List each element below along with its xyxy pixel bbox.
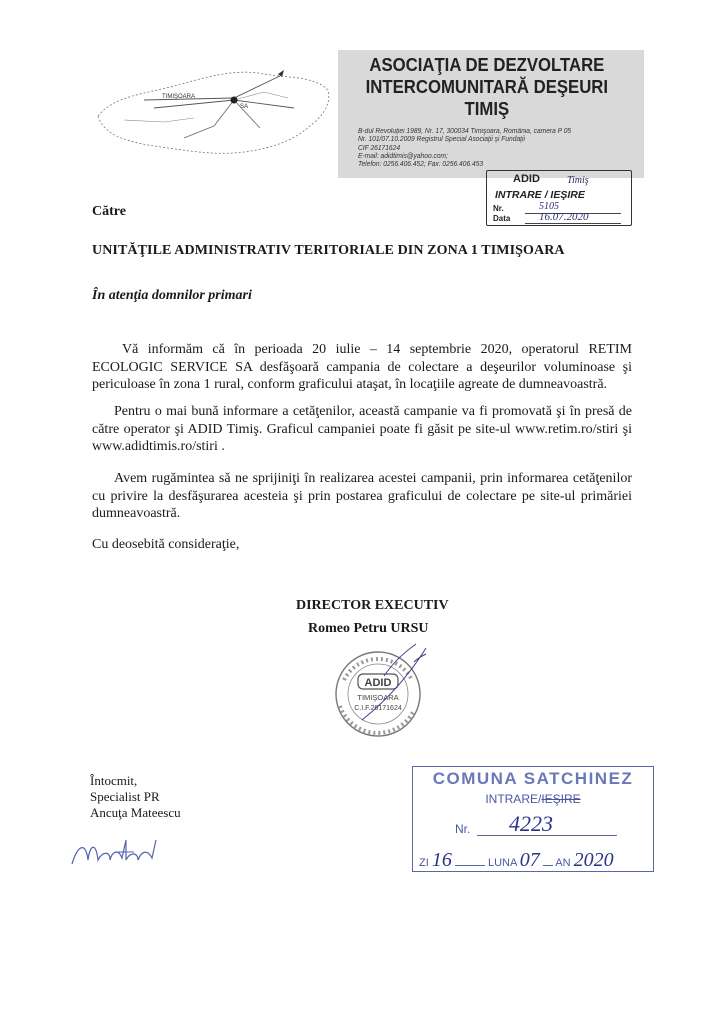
commune-an-value: 2020	[573, 849, 614, 871]
official-seal	[322, 640, 438, 744]
seal-center-text: ADID	[364, 677, 392, 689]
signatory-name: Romeo Petru URSU	[308, 621, 429, 636]
stamp-title-handwritten: Timiş	[567, 175, 589, 186]
registry-line: Nr. 101/07.10.2009 Registrul Special Asociaţii şi Fundaţii	[358, 136, 525, 144]
commune-direction	[413, 792, 653, 806]
commune-registration-stamp	[412, 766, 654, 872]
organization-name: ASOCIAŢIA DE DEZVOLTARE INTERCOMUNITARĂ DEŞEURI TIMIŞ	[365, 55, 609, 119]
prepared-by-role: Specialist PR	[90, 789, 160, 804]
paragraph-promotion: Pentru o mai bună informare a cetăţenilor, această campanie va fi promovată şi în presă de către operator şi ADID Timiş. Graficul campaniei poate fi găsit pe site-ul www.retim.ro/stiri şi www.adidtimis.ro/stiri .	[92, 404, 632, 455]
registration-stamp	[486, 170, 632, 226]
stamp-date-value: 16.07.2020	[539, 211, 589, 223]
address-line: B-dul Revoluţiei 1989, Nr. 17, 300034 Timişoara, România, camera P 05	[358, 128, 572, 135]
seal-city: TIMIŞOARA	[357, 693, 399, 702]
prepared-by	[90, 773, 181, 821]
email-line: E-mail: adidtimis@yahoo.com;	[358, 152, 448, 160]
commune-zi-value: 16	[431, 849, 452, 871]
commune-nr-value: 4223	[509, 811, 553, 836]
stamp-direction: INTRARE / IEŞIRE	[495, 189, 585, 201]
cif-line: CIF 26171624	[358, 144, 401, 152]
seal-cif: C.I.F.26171624	[354, 705, 402, 712]
commune-iesire: IEŞIRE	[541, 792, 581, 806]
letterhead-box	[338, 50, 644, 178]
preparer-signature	[60, 830, 170, 874]
commune-date	[419, 849, 614, 872]
commune-luna-value: 07	[519, 849, 540, 871]
commune-an-label: AN	[555, 857, 571, 869]
map-label-timisoara: TIMIŞOARA	[162, 94, 196, 100]
paragraph-campaign-info: Vă informăm că în perioada 20 iulie – 14 septembrie 2020, operatorul RETIM ECOLOGIC SERVICE SA desfăşoară campania de colectare a deşeurilor voluminoase şi periculoase în zona 1 rural, conform graficului ataşat, în locaţiile agreate de dumneavoastră.	[92, 342, 632, 393]
stamp-date-label: Data	[493, 214, 511, 223]
paragraph-request: Avem rugămintea să ne sprijiniţi în realizarea acestei campanii, prin informarea cetăţenilor cu privire la desfăşurarea acesteia şi prin postarea graficului de colectare pe site-ul primăriei dumneavoastră.	[92, 471, 632, 522]
prepared-by-name: Ancuţa Mateescu	[90, 805, 181, 820]
attention-line: În atenţia domnilor primari	[92, 288, 252, 303]
commune-name: COMUNA SATCHINEZ	[432, 769, 634, 788]
association-logo-map	[84, 56, 336, 160]
map-label-sa: SA	[240, 104, 249, 110]
salutation: Către	[92, 204, 126, 219]
closing: Cu deosebită consideraţie,	[92, 537, 240, 552]
commune-intrare: INTRARE/	[485, 792, 542, 806]
prepared-by-label: Întocmit,	[90, 773, 138, 788]
stamp-nr-value: 5105	[539, 201, 559, 212]
organization-contact-details	[358, 128, 632, 169]
recipient: UNITĂŢILE ADMINISTRATIV TERITORIALE DIN ZONA 1 TIMIŞOARA	[92, 243, 565, 258]
stamp-date-line	[525, 223, 621, 224]
commune-nr-label: Nr.	[455, 822, 471, 836]
commune-zi-label: ZI	[419, 857, 429, 869]
signatory-title: DIRECTOR EXECUTIV	[296, 598, 449, 613]
commune-nr-line	[477, 835, 617, 836]
stamp-nr-label: Nr.	[493, 204, 504, 213]
commune-luna-label: LUNA	[487, 857, 517, 869]
phone-line: Telefon: 0256.406.452; Fax: 0256.406.453	[358, 161, 484, 169]
stamp-title: ADID	[513, 173, 540, 185]
